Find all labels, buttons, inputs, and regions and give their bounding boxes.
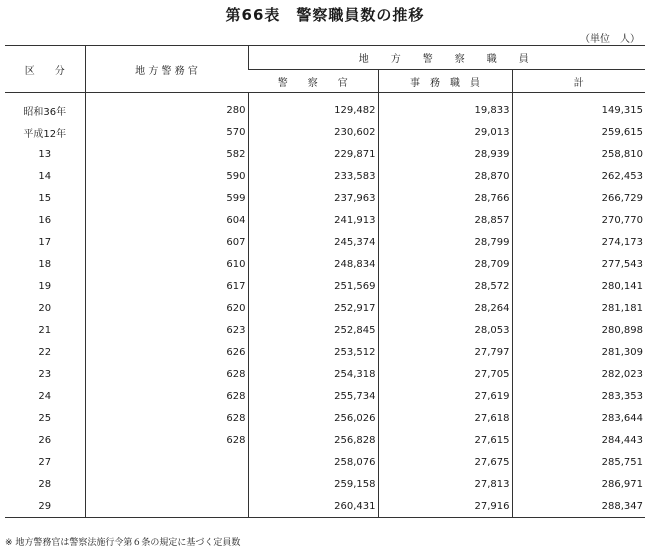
local-official-cell: 626 [85,341,248,363]
clerical-cell: 27,813 [378,473,512,495]
clerical-cell: 28,870 [378,165,512,187]
total-cell: 274,173 [512,231,645,253]
year-cell: 20 [38,302,52,314]
local-official-cell: 620 [85,297,248,319]
police-officer-cell: 259,158 [248,473,378,495]
year-cell: 18 [38,258,52,270]
header-total: 計 [512,70,645,93]
total-cell: 149,315 [512,93,645,122]
table-row [5,341,645,363]
police-officer-cell: 253,512 [248,341,378,363]
table-row [5,165,645,187]
police-officer-cell: 241,913 [248,209,378,231]
police-officer-cell: 237,963 [248,187,378,209]
header-local-officials: 地 方 警 務 官 [85,46,248,93]
year-cell: 23 [38,368,52,380]
police-officer-cell: 258,076 [248,451,378,473]
clerical-cell: 27,615 [378,429,512,451]
table-body [5,93,645,518]
local-official-cell: 590 [85,165,248,187]
table-row [5,93,645,122]
year-cell: 26 [38,434,52,446]
clerical-cell: 27,618 [378,407,512,429]
year-cell: 15 [38,192,52,204]
clerical-cell: 28,572 [378,275,512,297]
clerical-cell: 28,857 [378,209,512,231]
local-official-cell: 582 [85,143,248,165]
total-cell: 259,615 [512,121,645,143]
local-official-cell: 628 [85,407,248,429]
total-cell: 288,347 [512,495,645,518]
header-category: 区 分 [5,46,85,93]
total-cell: 262,453 [512,165,645,187]
total-cell: 266,729 [512,187,645,209]
header-clerical-staff: 事 務 職 員 [378,70,512,93]
total-cell: 281,181 [512,297,645,319]
table-row [5,429,645,451]
police-officer-cell: 256,026 [248,407,378,429]
staff-table [5,45,645,518]
table-row [5,407,645,429]
total-cell: 284,443 [512,429,645,451]
police-officer-cell: 255,734 [248,385,378,407]
header-police-officers: 警 察 官 [248,70,378,93]
table-row [5,297,645,319]
table-row [5,143,645,165]
clerical-cell: 27,705 [378,363,512,385]
police-officer-cell: 248,834 [248,253,378,275]
footnote: ※ 地方警務官は警察法施行令第６条の規定に基づく定員数 [5,538,241,548]
table-row [5,385,645,407]
table-row [5,363,645,385]
total-cell: 283,644 [512,407,645,429]
clerical-cell: 28,264 [378,297,512,319]
local-official-cell: 617 [85,275,248,297]
police-officer-cell: 256,828 [248,429,378,451]
local-official-cell: 604 [85,209,248,231]
year-cell: 29 [5,495,85,518]
table-row [5,209,645,231]
police-officer-cell: 230,602 [248,121,378,143]
police-officer-cell: 229,871 [248,143,378,165]
table-row [5,253,645,275]
total-cell: 286,971 [512,473,645,495]
clerical-cell: 28,766 [378,187,512,209]
local-official-cell: 623 [85,319,248,341]
year-cell: 13 [38,148,52,160]
clerical-cell: 28,709 [378,253,512,275]
table-row [5,275,645,297]
local-official-cell: 599 [85,187,248,209]
police-officer-cell: 129,482 [248,93,378,122]
header-local-police-staff: 地 方 警 察 職 員 [248,46,645,70]
local-official-cell [85,495,248,518]
police-officer-cell: 245,374 [248,231,378,253]
table-row [5,473,645,495]
clerical-cell: 27,797 [378,341,512,363]
year-cell: 25 [38,412,52,424]
clerical-cell: 28,799 [378,231,512,253]
total-cell: 280,898 [512,319,645,341]
local-official-cell [85,473,248,495]
unit-label: （単位 人） [580,34,640,45]
local-official-cell: 628 [85,429,248,451]
local-official-cell: 610 [85,253,248,275]
clerical-cell: 28,939 [378,143,512,165]
year-cell: 17 [38,236,52,248]
clerical-cell: 27,619 [378,385,512,407]
police-officer-cell: 252,845 [248,319,378,341]
table-row [5,121,645,143]
year-cell: 21 [38,324,52,336]
total-cell: 258,810 [512,143,645,165]
year-cell: 24 [38,390,52,402]
year-cell: 22 [38,346,52,358]
table-row [5,319,645,341]
year-cell: 昭和36年 [23,106,67,118]
local-official-cell: 628 [85,385,248,407]
police-officer-cell: 251,569 [248,275,378,297]
clerical-cell: 27,675 [378,451,512,473]
police-officer-cell: 254,318 [248,363,378,385]
police-officer-cell: 233,583 [248,165,378,187]
clerical-cell: 19,833 [378,93,512,122]
local-official-cell: 607 [85,231,248,253]
table-row [5,451,645,473]
total-cell: 281,309 [512,341,645,363]
police-officer-cell: 260,431 [248,495,378,518]
total-cell: 285,751 [512,451,645,473]
local-official-cell: 280 [85,93,248,122]
total-cell: 283,353 [512,385,645,407]
year-cell: 28 [38,478,52,490]
year-cell: 27 [38,456,52,468]
total-cell: 282,023 [512,363,645,385]
table-row [5,495,645,518]
year-cell: 平成12年 [23,128,67,140]
table-row [5,231,645,253]
local-official-cell [85,451,248,473]
year-cell: 14 [38,170,52,182]
local-official-cell: 628 [85,363,248,385]
police-officer-cell: 252,917 [248,297,378,319]
local-official-cell: 570 [85,121,248,143]
total-cell: 280,141 [512,275,645,297]
table-row [5,187,645,209]
clerical-cell: 29,013 [378,121,512,143]
year-cell: 16 [38,214,52,226]
clerical-cell: 27,916 [378,495,512,518]
table-title: 第66表 警察職員数の推移 [225,6,425,24]
clerical-cell: 28,053 [378,319,512,341]
total-cell: 277,543 [512,253,645,275]
total-cell: 270,770 [512,209,645,231]
year-cell: 19 [38,280,52,292]
